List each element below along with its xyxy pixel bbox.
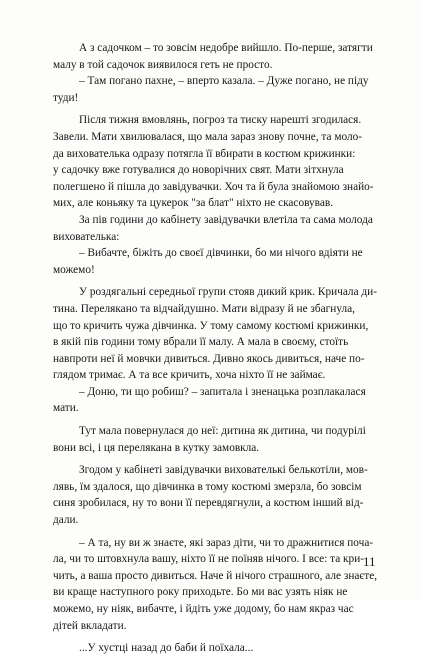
text-line: У роздягальні середньої групи стояв дикий крик. Кричала ди- [79,286,377,299]
text-line: що то кричить чужа дівчинка. У тому самому костюмі крижинки, [53,319,369,332]
text-line: Завели. Мати хвилювалася, що мала зараз знову почне, та моло- [53,130,363,143]
text-line: у садочку вже готувалися до новорічних свят. Мати зітхнула [53,164,344,177]
text-line: вихователька: [53,230,120,243]
text-line: глядом тримає. А та все кричить, хоча ніхто її не займає. [53,369,326,382]
text-line: вони всі, і ця перелякана в кутку замовкла. [53,441,260,454]
text-line: Згодом у кабінеті завідувачки вихователькі белькотіли, мов- [79,464,368,477]
text-line: малу в той садочок виявилося геть не просто. [53,58,273,71]
text-line: За пів години до кабінету завідувачки влетіла та сама молода [79,213,373,226]
text-line: синя зробилася, ну то вони її перевдягнули, а костюм інший від- [53,497,364,510]
text-line: чить, а ваша просто дивиться. Наче й нічого страшного, але знаєте, [53,569,378,582]
text-line: туди! [53,91,79,104]
text-line: – А та, ну ви ж знаєте, які зараз діти, чи то дражнитися поча- [79,536,374,549]
body-text [53,40,379,657]
text-line: – Там погано пахне, – вперто казала. – Дуже погано, не піду [79,75,369,88]
text-line: – Доню, ти що робиш? – запитала і зненацька розплакалася [79,385,366,398]
text-line: да вихователька одразу потягла її вбирати в костюм крижинки: [53,147,356,160]
page-number: 11 [363,554,376,569]
text-line: тина. Перелякано та відчайдушно. Мати відразу й не збагнула, [53,302,355,315]
text-line: лявь, їм здалося, що дівчинка в тому костюмі змерзла, бо зовсім [53,480,362,493]
text-line: можемо! [53,263,95,276]
text-line: Після тижня вмовлянь, погроз та тиску нарешті згодилася. [79,114,362,127]
text-line: ла, чи то штовхнула вашу, ніхто її не поїняв нічого. І все: та кри- [53,553,364,566]
text-line: Тут мала повернулася до неї: дитина як дитина, чи подурілі [79,425,366,438]
text-line: дали. [53,514,79,527]
text-line: полегшено й пішла до завідувачки. Хоч та й була знайомою знайо- [53,180,374,193]
text-line: А з садочком – то зовсім недобре вийшло. По-перше, затягти [79,42,373,54]
text-line: навпроти неї й мовчки дивиться. Дивно якось дивиться, наче по- [53,352,365,365]
text-line: можемо, ну ніяк, вибачте, і йдіть уже додому, бо нам якраз час [53,603,354,615]
text-line: дітей вкладати. [53,619,127,632]
text-line: ви краще наступного року приходьте. Бо ми вас узять ніяк не [53,586,348,599]
text-line: мих, але коньяку та цукерок "за блат" ніхто не скасовував. [53,197,334,210]
text-line: мати. [53,402,79,415]
text-line: в якій пів години тому вбрали її малу. А мала в своєму, стоїть [53,336,349,349]
text-line: ...У хустці назад до баби й поїхала... [79,642,254,655]
text-line: – Вибачте, біжіть до своєї дівчинки, бо ми нічого вдіяти не [79,247,363,260]
